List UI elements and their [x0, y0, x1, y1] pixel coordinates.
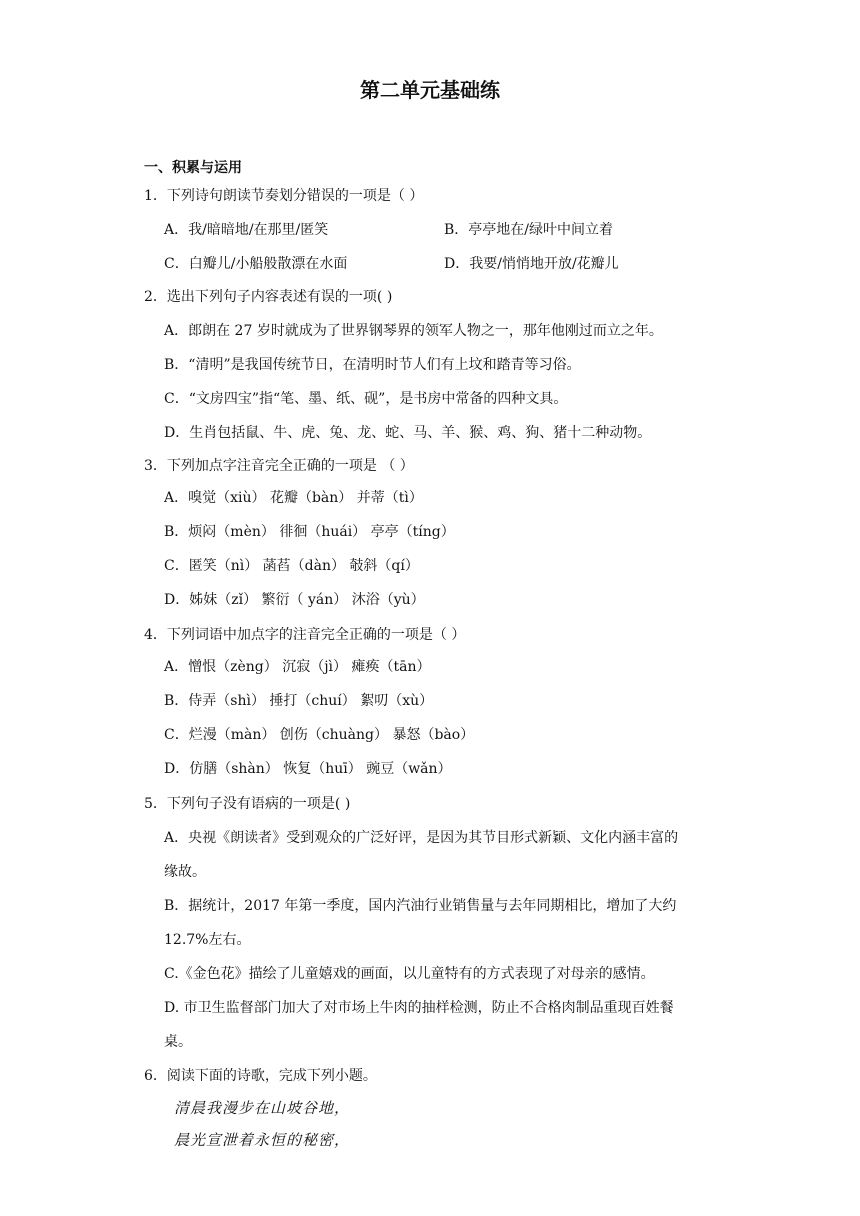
poem-line-1: 清晨我漫步在山坡谷地， [174, 1099, 351, 1117]
question-3-option-a: A．嗅觉（xiù） 花瓣（bàn） 并蒂（tì） [164, 490, 423, 506]
question-2-option-d: D．生肖包括鼠、牛、虎、兔、龙、蛇、马、羊、猴、鸡、狗、猪十二种动物。 [164, 425, 652, 441]
question-5-option-d: D. 市卫生监督部门加大了对市场上牛肉的抽样检测，防止不合格肉制品重现百姓餐 [164, 1000, 674, 1016]
question-3-option-c: C．匿笑（nì） 菡萏（dàn） 攲斜（qí） [164, 558, 419, 574]
question-4-option-c: C．烂漫（màn） 创伤（chuàng） 暴怒（bào） [164, 727, 475, 743]
question-4-option-a: A．憎恨（zèng） 沉寂（jì） 瘫痪（tān） [164, 659, 431, 675]
question-3-stem: 3．下列加点字注音完全正确的一项是 （ ） [144, 458, 414, 474]
page-title: 第二单元基础练 [360, 78, 500, 102]
question-4-option-d: D．仿膳（shàn） 恢复（huī） 豌豆（wǎn） [164, 761, 452, 777]
question-5-option-d-cont: 桌。 [164, 1034, 192, 1050]
question-5-option-a: A．央视《朗读者》受到观众的广泛好评，是因为其节目形式新颖、文化内涵丰富的 [164, 830, 679, 846]
question-4-stem: 4．下列词语中加点字的注音完全正确的一项是（ ） [144, 627, 466, 643]
question-5-option-b: B．据统计，2017 年第一季度，国内汽油行业销售量与去年同期相比，增加了大约 [164, 898, 677, 914]
question-3-option-d: D．姊妹（zǐ） 繁衍（ yán） 沐浴（yù） [164, 592, 425, 608]
question-1-option-d: D．我要/悄悄地开放/花瓣儿 [444, 256, 619, 272]
question-6-stem: 6．阅读下面的诗歌，完成下列小题。 [144, 1068, 377, 1084]
question-1-option-a: A．我/暗暗地/在那里/匿笑 [164, 222, 329, 238]
question-5-stem: 5．下列句子没有语病的一项是( ) [144, 796, 351, 812]
question-1-option-b: B．亭亭地在/绿叶中间立着 [444, 222, 614, 238]
question-3-option-b: B．烦闷（mèn） 徘徊（huái） 亭亭（tíng） [164, 524, 455, 540]
question-5-option-c: C.《金色花》描绘了儿童嬉戏的画面，以儿童特有的方式表现了对母亲的感情。 [164, 966, 655, 982]
poem-line-2: 晨光宣泄着永恒的秘密， [174, 1131, 351, 1149]
question-2-stem: 2．选出下列句子内容表述有误的一项( ) [144, 289, 393, 305]
question-4-option-b: B．侍弄（shì） 捶打（chuí） 絮叨（xù） [164, 693, 434, 709]
question-5-option-b-cont: 12.7%左右。 [164, 932, 251, 948]
question-1-option-c: C．白瓣儿/小船般散漂在水面 [164, 256, 348, 272]
question-1-stem: 1．下列诗句朗读节奏划分错误的一项是（ ） [144, 188, 424, 204]
question-2-option-a: A．郎朗在 27 岁时就成为了世界钢琴界的领军人物之一，那年他刚过而立之年。 [164, 323, 663, 339]
section-heading: 一、积累与运用 [144, 160, 242, 176]
question-5-option-a-cont: 缘故。 [164, 864, 206, 880]
question-2-option-c: C．“文房四宝”指“笔、墨、纸、砚”，是书房中常备的四种文具。 [164, 391, 568, 407]
question-2-option-b: B．“清明”是我国传统节日，在清明时节人们有上坟和踏青等习俗。 [164, 357, 581, 373]
